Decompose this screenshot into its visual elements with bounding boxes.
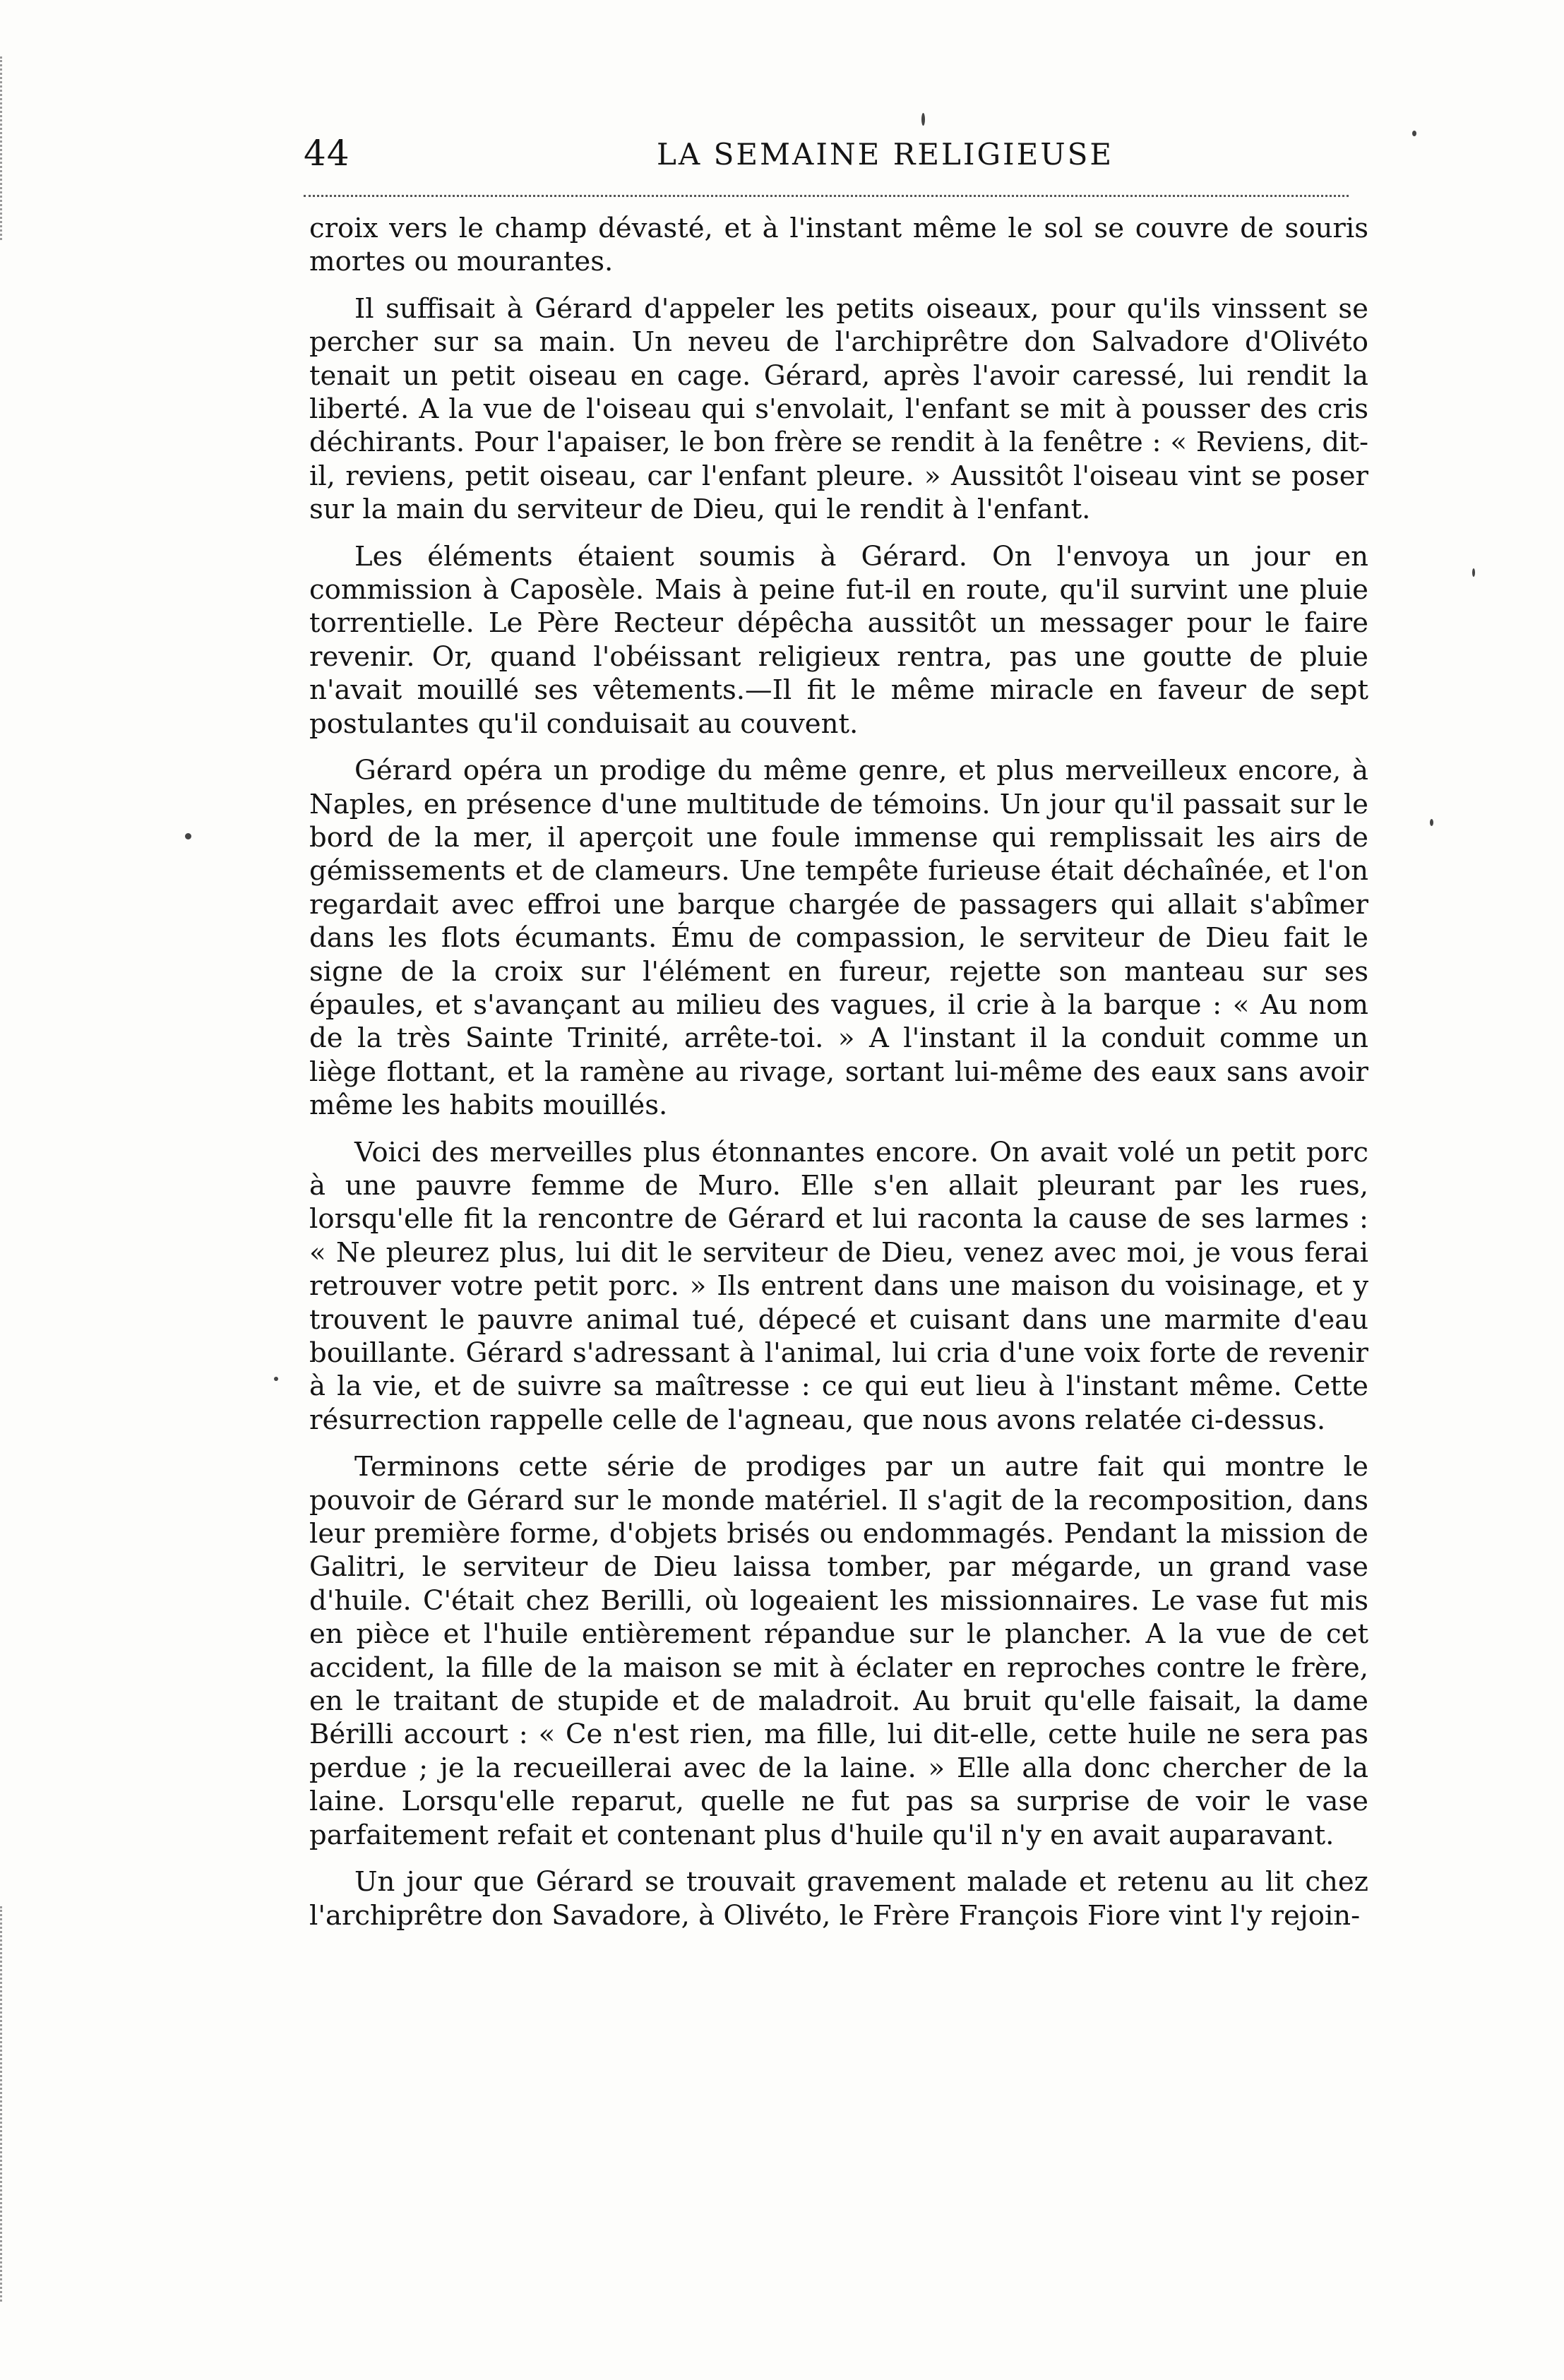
page-header	[304, 127, 1349, 177]
scan-speck	[185, 833, 191, 839]
paragraph-birds: Il suffisait à Gérard d'appeler les petits oiseaux, pour qu'ils vinssent se percher sur sa main. Un neveu de l'archiprêtre don Salvadore d'Olivéto tenait un petit oiseau en cage. Gérard, après l'avoir caressé, lui rendit la liberté. A la vue de l'oiseau qui s'envolait, l'enfant se mit à pousser des cris déchirants. Pour l'apaiser, le bon frère se rendit à la fenêtre : « Reviens, dit-il, reviens, petit oiseau, car l'enfant pleure. » Aussitôt l'oiseau vint se poser sur la main du serviteur de Dieu, qui le rendit à l'enfant.	[309, 292, 1368, 526]
scan-speck	[1472, 568, 1475, 577]
paragraph-continued: croix vers le champ dévasté, et à l'instant même le sol se couvre de souris mortes ou mourantes.	[309, 213, 1368, 278]
header-rule	[304, 195, 1349, 197]
paragraph-porc: Voici des merveilles plus étonnantes encore. On avait volé un petit porc à une pauvre femme de Muro. Elle s'en allait pleurant par les rues, lorsqu'elle fit la rencontre de Gérard et lui raconta la cause de ses larmes : « Ne pleurez plus, lui dit le serviteur de Dieu, venez avec moi, je vous ferai retrouver votre petit porc. » Ils entrent dans une maison du voisinage, et y trouvent le pauvre animal tué, dépecé et cuisant dans une marmite d'eau bouillante. Gérard s'adressant à l'animal, lui cria d'une voix forte de revenir à la vie, et de suivre sa maîtresse : ce qui eut lieu à l'instant même. Cette résurrection rappelle celle de l'agneau, que nous avons relatée ci-dessus.	[309, 1136, 1368, 1436]
scan-speck	[921, 113, 925, 126]
scan-speck	[274, 1377, 278, 1381]
running-title: LA SEMAINE RELIGIEUSE	[657, 137, 1114, 172]
body-text	[309, 212, 1368, 1946]
scan-speck	[1430, 819, 1433, 826]
left-margin-noise	[0, 56, 52, 240]
left-margin-noise	[0, 1906, 52, 2302]
page-number: 44	[304, 133, 350, 174]
paragraph-elements: Les éléments étaient soumis à Gérard. On l'envoya un jour en commission à Caposèle. Mais à peine fut-il en route, qu'il survint une pluie torrentielle. Le Père Recteur dépêcha aussitôt un messager pour le faire revenir. Or, quand l'obéissant religieux rentra, pas une goutte de pluie n'avait mouillé ses vêtements.—Il fit le même miracle en faveur de sept postulantes qu'il conduisait au couvent.	[309, 540, 1368, 740]
paragraph-vase: Terminons cette série de prodiges par un autre fait qui montre le pouvoir de Gérard sur le monde matériel. Il s'agit de la recomposition, dans leur première forme, d'objets brisés ou endommagés. Pendant la mission de Galitri, le serviteur de Dieu laissa tomber, par mégarde, un grand vase d'huile. C'était chez Berilli, où logeaient les missionnaires. Le vase fut mis en pièce et l'huile entièrement répandue sur le plancher. A la vue de cet accident, la fille de la maison se mit à éclater en reproches contre le frère, en le traitant de stupide et de maladroit. Au bruit qu'elle faisait, la dame Bérilli accourt : « Ce n'est rien, ma fille, lui dit-elle, cette huile ne sera pas perdue ; je la recueillerai avec de la laine. » Elle alla donc chercher de la laine. Lorsqu'elle reparut, quelle ne fut pas sa surprise de voir le vase parfaitement refait et contenant plus d'huile qu'il n'y en avait auparavant.	[309, 1451, 1368, 1851]
scan-speck	[1412, 131, 1416, 136]
paragraph-naples: Gérard opéra un prodige du même genre, et plus merveilleux encore, à Naples, en présence d'une multitude de témoins. Un jour qu'il passait sur le bord de la mer, il aperçoit une foule immense qui remplissait les airs de gémissements et de clameurs. Une tempête furieuse était déchaînée, et l'on regardait avec effroi une barque chargée de passagers qui allait s'abîmer dans les flots écumants. Ému de compassion, le serviteur de Dieu fait le signe de la croix sur l'élément en fureur, rejette son manteau sur ses épaules, et s'avançant au milieu des vagues, il crie à la barque : « Au nom de la très Sainte Trinité, arrête-toi. » A l'instant il la conduit comme un liège flottant, et la ramène au rivage, sortant lui-même des eaux sans avoir même les habits mouillés.	[309, 755, 1368, 1122]
paragraph-last: Un jour que Gérard se trouvait gravement malade et retenu au lit chez l'archiprêtre don Savadore, à Olivéto, le Frère François Fiore vint l'y rejoin-	[309, 1866, 1368, 1932]
